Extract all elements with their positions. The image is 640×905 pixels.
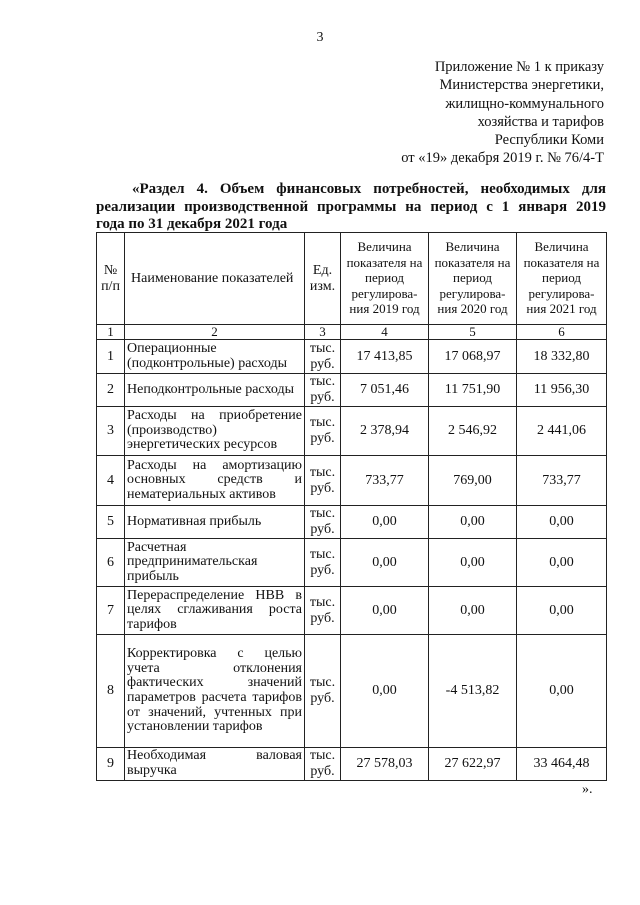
row-value-2019: 2 378,94: [341, 407, 429, 456]
row-name: Необходимая валовая выручка: [125, 748, 305, 781]
appendix-line: жилищно-коммунального: [445, 95, 604, 112]
row-name: Перераспределение НВВ в целях сглаживания роста тарифов: [125, 587, 305, 635]
column-index: 2: [125, 325, 305, 340]
row-value-2020: 2 546,92: [429, 407, 517, 456]
row-num: 4: [97, 456, 125, 506]
column-index: 6: [517, 325, 607, 340]
row-value-2021: 0,00: [517, 587, 607, 635]
row-num: 9: [97, 748, 125, 781]
row-name: Расходы на амортизацию основных средств и нематериальных активов: [125, 456, 305, 506]
table-row: [97, 539, 607, 587]
appendix-line: хозяйства и тарифов: [477, 113, 604, 130]
table-row: [97, 635, 607, 748]
table-row: [97, 587, 607, 635]
appendix-line: Министерства энергетики,: [439, 77, 604, 94]
row-value-2019: 0,00: [341, 635, 429, 748]
section-title-line: «Раздел 4. Объем финансовых потребностей, необходимых для: [132, 181, 606, 197]
row-name: Неподконтрольные расходы: [125, 374, 305, 407]
section-title: [96, 181, 606, 234]
header-2021: Величина показателя на период регулирова-ния 2021 год: [517, 233, 607, 325]
table-row: [97, 407, 607, 456]
header-num: № п/п: [97, 233, 125, 325]
row-value-2021: 733,77: [517, 456, 607, 506]
row-value-2020: -4 513,82: [429, 635, 517, 748]
row-unit: тыс. руб.: [305, 506, 341, 539]
row-name: Операционные (подконтрольные) расходы: [125, 340, 305, 374]
appendix-header: [401, 58, 604, 168]
table-row: [97, 748, 607, 781]
row-value-2020: 769,00: [429, 456, 517, 506]
column-index-row: [97, 325, 607, 340]
row-value-2019: 7 051,46: [341, 374, 429, 407]
row-num: 5: [97, 506, 125, 539]
section-title-line: года по 31 декабря 2021 года: [96, 216, 288, 232]
row-unit: тыс. руб.: [305, 407, 341, 456]
column-index: 4: [341, 325, 429, 340]
section-title-line: реализации производственной программы на период с 1 января 2019: [96, 198, 606, 215]
row-value-2020: 11 751,90: [429, 374, 517, 407]
row-unit: тыс. руб.: [305, 539, 341, 587]
row-value-2019: 17 413,85: [341, 340, 429, 374]
row-unit: тыс. руб.: [305, 374, 341, 407]
row-value-2021: 0,00: [517, 506, 607, 539]
table-row: [97, 506, 607, 539]
table-row: [97, 340, 607, 374]
row-name: Корректировка с целью учета отклонения фактических значений параметров расчета тарифов от значений, учтенных при установлении тарифов: [125, 635, 305, 748]
page-number: 3: [316, 30, 324, 45]
row-value-2019: 0,00: [341, 506, 429, 539]
row-num: 6: [97, 539, 125, 587]
column-index: 5: [429, 325, 517, 340]
closing-quote: ».: [582, 782, 593, 797]
row-value-2020: 0,00: [429, 587, 517, 635]
row-num: 1: [97, 340, 125, 374]
table-header-row: [97, 233, 607, 325]
row-unit: тыс. руб.: [305, 456, 341, 506]
column-index: 3: [305, 325, 341, 340]
appendix-line: от «19» декабря 2019 г. № 76/4-Т: [401, 150, 604, 167]
row-unit: тыс. руб.: [305, 340, 341, 374]
row-unit: тыс. руб.: [305, 748, 341, 781]
row-value-2019: 27 578,03: [341, 748, 429, 781]
row-value-2020: 27 622,97: [429, 748, 517, 781]
row-name: Расходы на приобретение (производство) энергетических ресурсов: [125, 407, 305, 456]
row-value-2019: 733,77: [341, 456, 429, 506]
row-num: 7: [97, 587, 125, 635]
row-value-2019: 0,00: [341, 539, 429, 587]
row-num: 8: [97, 635, 125, 748]
row-value-2021: 33 464,48: [517, 748, 607, 781]
row-value-2021: 0,00: [517, 539, 607, 587]
row-num: 3: [97, 407, 125, 456]
row-value-2020: 0,00: [429, 539, 517, 587]
row-unit: тыс. руб.: [305, 635, 341, 748]
header-2020: Величина показателя на период регулирова-ния 2020 год: [429, 233, 517, 325]
column-index: 1: [97, 325, 125, 340]
row-value-2021: 18 332,80: [517, 340, 607, 374]
appendix-line: Республики Коми: [494, 132, 604, 149]
row-value-2019: 0,00: [341, 587, 429, 635]
financial-needs-table: [96, 232, 607, 781]
table-row: [97, 456, 607, 506]
row-value-2021: 11 956,30: [517, 374, 607, 407]
row-name: Нормативная прибыль: [125, 506, 305, 539]
table-row: [97, 374, 607, 407]
header-2019: Величина показателя на период регулирова-ния 2019 год: [341, 233, 429, 325]
row-name: Расчетная предпринимательская прибыль: [125, 539, 305, 587]
row-unit: тыс. руб.: [305, 587, 341, 635]
row-value-2021: 2 441,06: [517, 407, 607, 456]
appendix-line: Приложение № 1 к приказу: [434, 59, 604, 75]
row-value-2021: 0,00: [517, 635, 607, 748]
header-unit: Ед. изм.: [305, 233, 341, 325]
row-value-2020: 0,00: [429, 506, 517, 539]
row-num: 2: [97, 374, 125, 407]
row-value-2020: 17 068,97: [429, 340, 517, 374]
header-name: Наименование показателей: [125, 233, 305, 325]
